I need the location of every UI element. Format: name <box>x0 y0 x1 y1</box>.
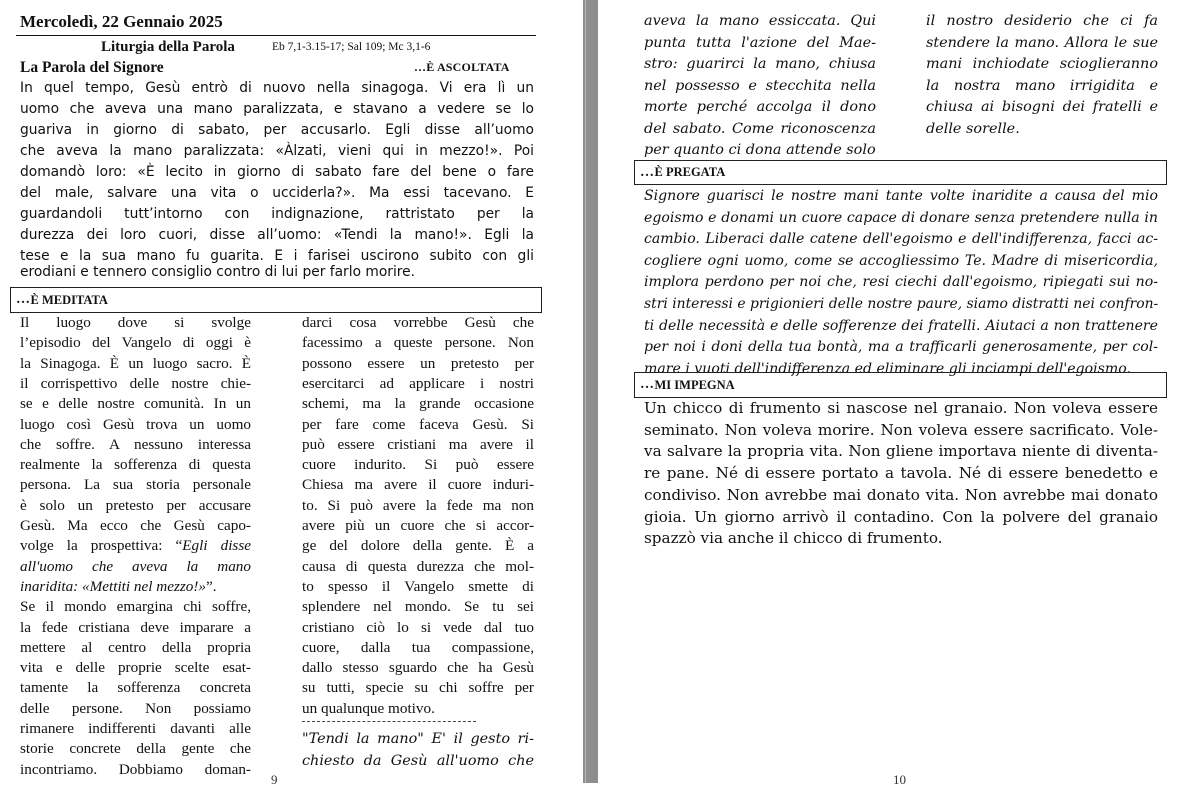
quote-span: Egli disse <box>182 537 251 555</box>
text-line: l’episodio del Vangelo di oggi è <box>20 334 251 352</box>
text-line: persona. La sua storia personale <box>20 476 251 494</box>
text-line: chiesto da Gesù all'uomo che <box>302 752 534 769</box>
pregata-header <box>634 160 1167 185</box>
text-line: egoismo e donami un cuore capace di donare senza pretendere nulla in <box>644 209 1158 226</box>
gospel-line: durezza dei loro cuori, disse all’uomo: «Tendi la mano!». Egli la <box>20 227 534 243</box>
meditata-header <box>10 287 542 313</box>
text-line: la Sinagoga. È un luogo sacro. È <box>20 354 251 372</box>
pregata-dots: … <box>640 164 654 180</box>
text-line: del sabato. Come riconoscenza <box>644 120 876 137</box>
text-line: morte perché accolga il dono <box>644 99 876 115</box>
text-line: per fare come faceva Gesù. Si <box>302 415 534 433</box>
text-line: mare i vuoti dell'indifferenza ed eliminare gli inciampi dell'egoismo. <box>644 360 1131 377</box>
text-line: vita e delle proprie scelte esat- <box>20 659 251 677</box>
gospel-line: che aveva la mano paralizzata: «Àlzati, vieni qui in mezzo!». Poi <box>20 143 534 159</box>
text-line: avere più un cuore che si accor- <box>302 517 534 534</box>
text-line: incontriamo. Dobbiamo doman- <box>20 760 251 778</box>
text-line: cristiano ciò lo si vede dal tuo <box>302 618 534 636</box>
text-line: il corrispettivo delle nostre chie- <box>20 374 251 392</box>
text-line: cogliere ogni uomo, come se accogliessimo Te. Madre di misericordia, <box>644 252 1158 269</box>
text-line: per noi i doni della tua bontà, ma a trafficarli generosamente, per col- <box>644 339 1158 356</box>
text-line: chiusa ai bisogni dei fratelli e <box>926 99 1158 115</box>
text-line: delle persone. Non possiamo <box>20 699 251 717</box>
text-line: "Tendi la mano" E' il gesto ri- <box>302 731 534 747</box>
text-line: è solo un pretesto per accusare <box>20 496 251 514</box>
pregata-label: È PREGATA <box>654 165 726 179</box>
text-line: mettere al centro della propria <box>20 638 251 656</box>
text-line: per quanto ci dona attende solo <box>644 142 876 158</box>
text-line: mani inchiodate scioglieranno <box>926 56 1158 72</box>
text-line: to spesso il Vangelo smette di <box>302 577 534 595</box>
page-number-left: 9 <box>271 772 278 787</box>
liturgy-heading <box>0 39 583 57</box>
text-line: Se il mondo emargina chi soffre, <box>20 598 251 616</box>
gospel-line: erodiani e tennero consiglio contro di lui per farlo morire. <box>20 264 416 280</box>
impegna-label: MI IMPEGNA <box>654 377 735 392</box>
text-line: che soffre. A nessuno interessa <box>20 435 251 453</box>
text-line: Signore guarisci le nostre mani tante volte inaridite a causa del mio <box>644 188 1158 204</box>
text-line: gioia. Un giorno arrivò il contadino. Con la polvere del granaio <box>644 507 1158 526</box>
gospel-line: guariva in giorno di sabato, per accusarlo. Egli disse all’uomo <box>20 122 534 138</box>
text-line: Un chicco di frumento si nascose nel granaio. Non voleva essere <box>644 399 1158 417</box>
text-line: ge del dolore della gente. È a <box>302 537 534 555</box>
text-line: condiviso. Non avrebbe mai donato vita. Non avrebbe mai donato <box>644 485 1158 504</box>
text-line: la fede cristiana deve imparare a <box>20 618 251 636</box>
text-line: all'uomo che aveva la mano <box>20 557 251 575</box>
page-gutter <box>583 0 598 783</box>
text-line: re pane. Né di essere portato a tavola. Né di essere benedetto e <box>644 464 1158 483</box>
text-line: la nostra mano irrigidita e <box>926 77 1158 94</box>
text-line: darci cosa vorrebbe Gesù che <box>302 314 534 331</box>
text-line: Gesù. Ma ecco che Gesù capo- <box>20 517 251 534</box>
gospel-line: uomo che aveva una mano paralizzata, e stavano a vedere se lo <box>20 101 534 117</box>
ascoltata-tag: …È ASCOLTATA <box>414 60 510 74</box>
text-line <box>20 577 251 597</box>
text-line: aveva la mano essiccata. Qui <box>644 13 876 29</box>
text-line: punta tutta l'azione del Mae- <box>644 34 876 51</box>
text-line: delle sorelle. <box>926 120 1020 137</box>
text-line: cambio. Liberaci dalle catene dell'egoismo e dell'indifferenza, facci ac- <box>644 231 1158 248</box>
meditata-label: È MEDITATA <box>30 292 108 307</box>
text-line: cuore, dalla tua compassione, <box>302 638 534 656</box>
date-rule <box>16 35 536 36</box>
gospel-line: In quel tempo, Gesù entrò di nuovo nella sinagoga. Vi era lì un <box>20 80 534 96</box>
text-line: Il luogo dove si svolge <box>20 314 251 331</box>
text-line: un qualunque motivo. <box>302 699 435 717</box>
text-line: il nostro desiderio che ci fa <box>926 13 1158 29</box>
text-line: stri interessi e prigionieri delle nostre paure, siamo distratti nei confron- <box>644 296 1159 312</box>
text-line: rimanere indifferenti davanti alle <box>20 720 251 737</box>
gospel-line: tese e la sua mano fu guarita. E i farisei uscirono subito con gli <box>20 248 534 264</box>
word-title: La Parola del Signore <box>20 59 164 76</box>
text-line: to. Si può avere la fede ma non <box>302 496 534 514</box>
text-line: dallo stesso sguardo che ha Gesù <box>302 659 534 677</box>
text-line <box>20 536 251 556</box>
date-heading: Mercoledì, 22 Gennaio 2025 <box>20 12 223 31</box>
text-line: esercitarci ad applicare i nostri <box>302 374 534 392</box>
gospel-line: del male, salvare una vita o ucciderla?». Ma essi tacevano. E <box>20 185 534 201</box>
text-line: tamente la sofferenza concreta <box>20 679 251 697</box>
text-line: spazzò via anche il chicco di frumento. <box>644 529 943 548</box>
text-line: possono essere un pretesto per <box>302 354 534 372</box>
text-line: implora perdono per noi che, resi ciechi dall'egoismo, ripiegati sui no- <box>644 274 1158 291</box>
gospel-line: domandò loro: «È lecito in giorno di sabato fare del bene o fare <box>20 164 534 180</box>
text-span: ”. <box>206 577 217 595</box>
meditata-dots: … <box>16 292 30 307</box>
text-line: causa di questa durezza che mol- <box>302 557 534 575</box>
page-number-right: 10 <box>893 772 906 787</box>
liturgy-title: Liturgia della Parola <box>101 39 235 55</box>
text-line: va salvare la propria vita. Non gliene importava niente di diventa- <box>644 442 1158 461</box>
gospel-line: guardandoli tutt’intorno con indignazione, rattristato per la <box>20 206 534 222</box>
text-line: cuore indurito. Si può essere <box>302 456 534 474</box>
impegna-dots: … <box>640 377 654 392</box>
text-line: stendere la mano. Allora le sue <box>926 34 1158 51</box>
text-line: storie concrete della gente che <box>20 740 251 758</box>
text-line: se e delle nostre comunità. In un <box>20 395 251 413</box>
text-line: luogo così Gesù trova un uomo <box>20 415 251 433</box>
text-span: volge la prospettiva: “ <box>20 537 183 555</box>
text-line: facessimo a queste persone. Non <box>302 334 534 352</box>
text-line: su tutti, specie su chi soffre per <box>302 679 534 697</box>
text-line: stro: guarirci la mano, chiusa <box>644 56 876 72</box>
text-line: seminato. Non voleva morire. Non voleva essere sacrificato. Vole- <box>644 420 1158 439</box>
text-line: splendere nel mondo. Se tu sei <box>302 598 534 616</box>
liturgy-references: Eb 7,1-3.15-17; Sal 109; Mc 3,1-6 <box>272 41 431 53</box>
text-line: Chiesa ma avere il cuore induri- <box>302 476 534 494</box>
impegna-header <box>634 372 1167 398</box>
text-line: nel possesso e stecchita nella <box>644 77 876 94</box>
note-separator <box>302 721 476 722</box>
text-line: ti delle necessità e delle sofferenze dei fratelli. Aiutaci a non trattenere <box>644 317 1158 334</box>
quote-span: inaridita: «Mettiti nel mezzo!» <box>20 577 207 595</box>
text-line: realmente la sofferenza di questa <box>20 456 251 474</box>
text-line: schemi, ma la grande occasione <box>302 395 534 413</box>
text-line: può essere cristiani ma avere il <box>302 435 534 453</box>
